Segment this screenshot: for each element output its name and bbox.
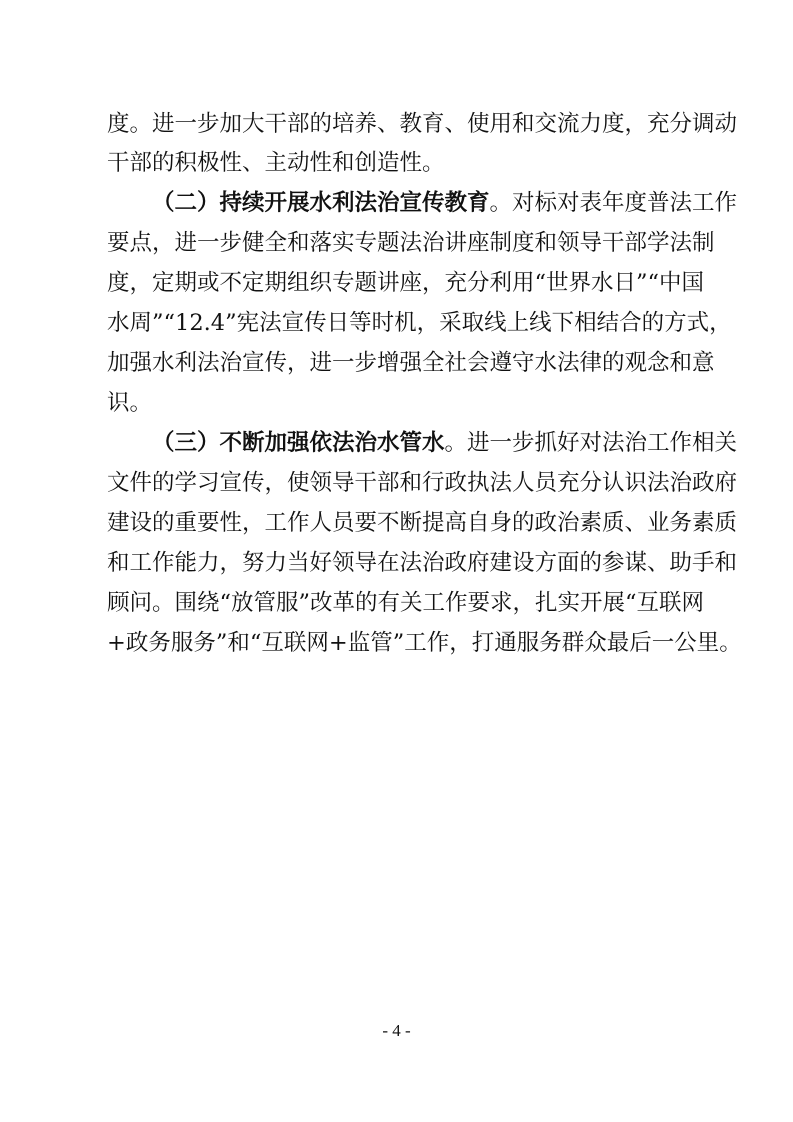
line-text: 加强水利法治宣传，进一步增强全社会遵守水法律的观念和意	[107, 350, 715, 376]
section-heading-line	[152, 188, 738, 218]
line-text: 顾问。围绕“放管服”改革的有关工作要求，扎实开展“互联网	[107, 590, 705, 616]
body-text-line	[107, 588, 705, 618]
line-text: 水周”“12.4”宪法宣传日等时机，采取线上线下相结合的方式，	[107, 310, 732, 336]
line-text: 。对标对表年度普法工作	[489, 190, 738, 216]
line-text: 要点，进一步健全和落实专题法治讲座制度和领导干部学法制	[107, 230, 715, 256]
page-number: - 4 -	[382, 1021, 411, 1040]
body-text-line	[107, 548, 738, 578]
section-heading: （三）不断加强依法治水管水	[152, 430, 445, 456]
body-text-line	[107, 308, 732, 338]
line-text: 度，定期或不定期组织专题讲座，充分利用“世界水日”“中国	[107, 270, 705, 296]
section-heading: （二）持续开展水利法治宣传教育	[152, 190, 490, 216]
line-text: 建设的重要性，工作人员要不断提高自身的政治素质、业务素质	[107, 510, 738, 536]
body-text-line	[107, 388, 697, 418]
body-text-line	[107, 109, 738, 139]
body-text-line	[107, 508, 738, 538]
line-text: 和工作能力，努力当好领导在法治政府建设方面的参谋、助手和	[107, 550, 738, 576]
body-text-line	[107, 348, 715, 378]
section-heading-line	[152, 428, 738, 458]
line-text: 。进一步抓好对法治工作相关	[444, 430, 738, 456]
body-text-line	[107, 468, 738, 498]
line-text: 度。进一步加大干部的培养、教育、使用和交流力度，充分调动	[107, 111, 738, 137]
body-text-line	[107, 148, 697, 178]
body-text-line	[107, 228, 715, 258]
line-text: 干部的积极性、主动性和创造性。	[107, 150, 445, 176]
line-text: +政务服务”和“互联网+监管”工作，打通服务群众最后一公里。	[107, 630, 742, 656]
line-text: 文件的学习宣传，使领导干部和行政执法人员充分认识法治政府	[107, 470, 738, 496]
line-text: 识。	[107, 390, 153, 416]
body-text-line	[107, 268, 705, 298]
body-text-line	[107, 628, 742, 658]
